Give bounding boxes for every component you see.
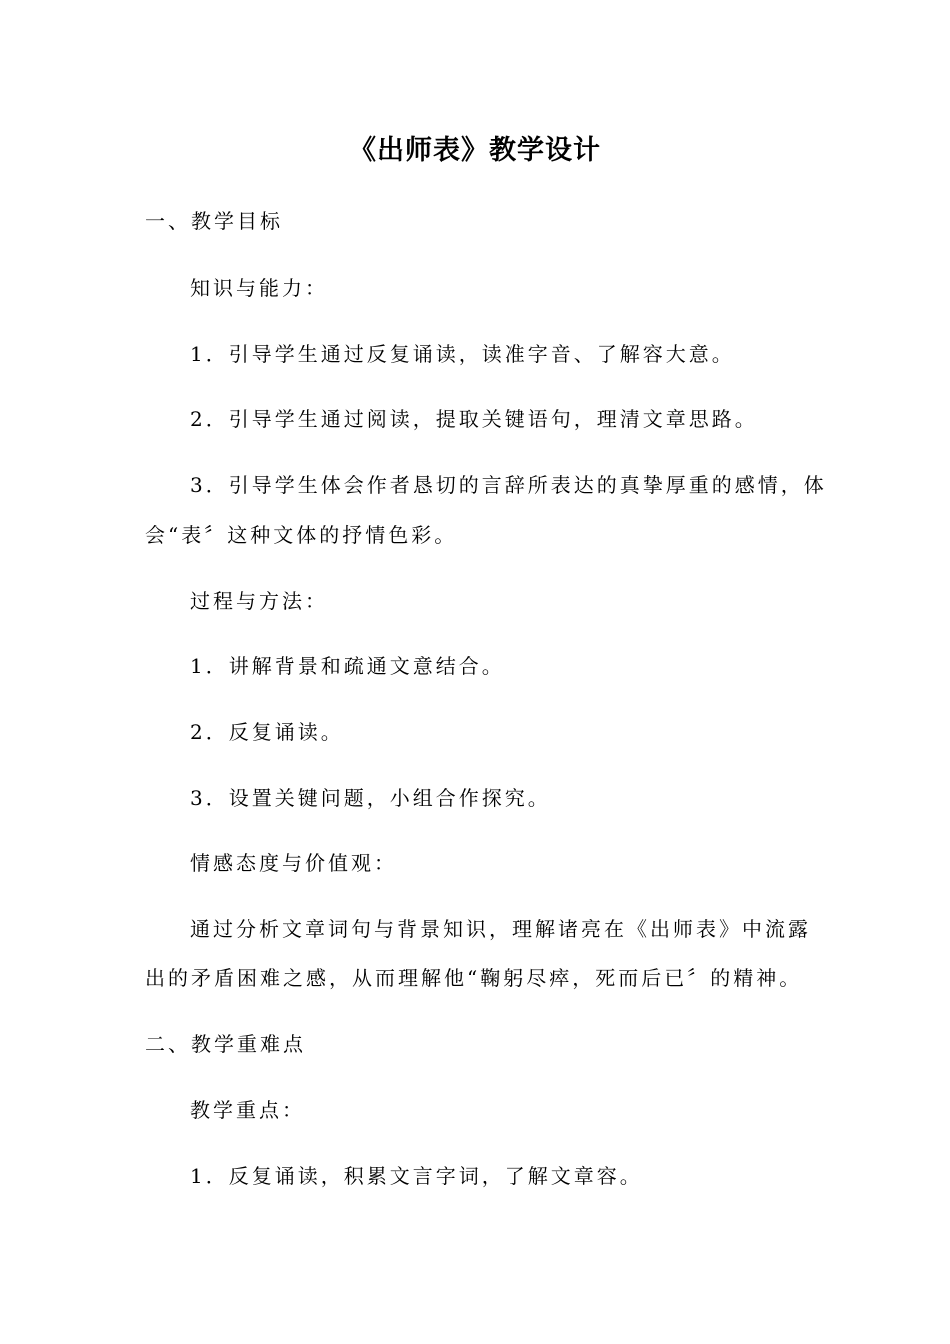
paragraph-line: 3．引导学生体会作者恳切的言辞所表达的真挚厚重的感情，体 bbox=[190, 473, 827, 497]
paragraph-line: 1．反复诵读，积累文言字词，了解文章容。 bbox=[190, 1164, 643, 1188]
subheading-knowledge-ability: 知识与能力： bbox=[190, 276, 328, 300]
section-heading-key-difficult-points: 二、教学重难点 bbox=[145, 1032, 306, 1056]
paragraph-line: 会“表〞这种文体的抒情色彩。 bbox=[145, 523, 458, 547]
subheading-process-method: 过程与方法： bbox=[190, 589, 328, 613]
paragraph-line: 出的矛盾困难之感，从而理解他“鞠躬尽瘁，死而后已〞的精神。 bbox=[145, 966, 803, 990]
paragraph-line: 2．引导学生通过阅读，提取关键语句，理清文章思路。 bbox=[190, 407, 758, 431]
paragraph-line: 通过分析文章词句与背景知识，理解诸亮在《出师表》中流露 bbox=[190, 917, 811, 941]
section-heading-objectives: 一、教学目标 bbox=[145, 209, 283, 233]
subheading-teaching-focus: 教学重点： bbox=[190, 1098, 305, 1122]
paragraph-line: 3．设置关键问题，小组合作探究。 bbox=[190, 786, 551, 810]
paragraph-line: 2．反复诵读。 bbox=[190, 720, 344, 744]
paragraph-line: 1．引导学生通过反复诵读，读准字音、了解容大意。 bbox=[190, 342, 735, 366]
document-title: 《出师表》教学设计 bbox=[349, 135, 601, 166]
subheading-emotion-values: 情感态度与价值观： bbox=[190, 851, 397, 875]
paragraph-line: 1．讲解背景和疏通文意结合。 bbox=[190, 654, 505, 678]
